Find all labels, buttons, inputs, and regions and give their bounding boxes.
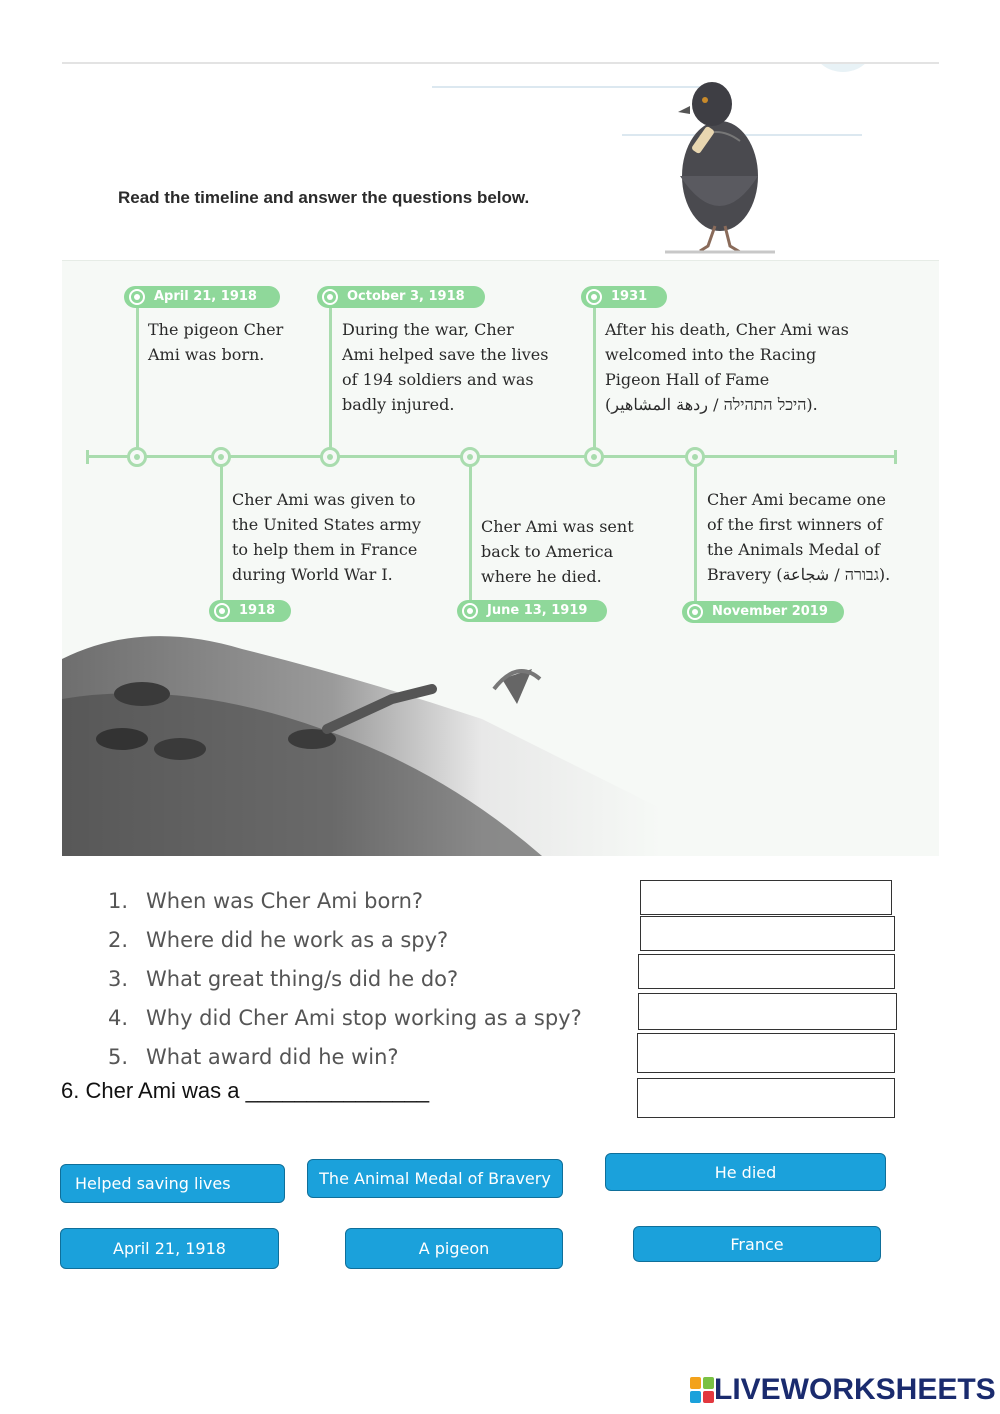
- timeline-end-cap: [894, 450, 897, 464]
- option-april-21-1918[interactable]: April 21, 1918: [60, 1228, 279, 1269]
- question-text: What great thing/s did he do?: [146, 967, 459, 991]
- connector-line: [220, 456, 223, 612]
- answer-box-5[interactable]: [637, 1033, 895, 1073]
- soldiers-photo: [62, 619, 939, 856]
- answer-box-3[interactable]: [638, 954, 895, 989]
- question-6: 6. Cher Ami was a _______________: [61, 1078, 430, 1103]
- question-item: [108, 882, 582, 921]
- date-label: 1918: [239, 603, 276, 618]
- question-number: 3.: [108, 967, 129, 991]
- date-pill: [124, 286, 280, 308]
- date-label: June 13, 1919: [487, 603, 588, 618]
- event-text: Cher Ami was given to the United States army to help them in France during World War I.: [232, 490, 421, 584]
- option-animal-medal[interactable]: The Animal Medal of Bravery: [307, 1159, 563, 1198]
- question-item: [108, 960, 582, 999]
- pigeon-image: [660, 66, 780, 256]
- event-text: After his death, Cher Ami was welcomed into the Racing Pigeon Hall of Fame (היכל התהילה / ردهة المشاهير).: [605, 320, 849, 414]
- question-text: Why did Cher Ami stop working as a spy?: [146, 1006, 582, 1030]
- event-text: Cher Ami was sent back to America where he died.: [481, 517, 634, 586]
- timeline-node: [127, 447, 147, 467]
- question-number: 1.: [108, 889, 129, 913]
- connector-line: [329, 306, 332, 454]
- timeline-node: [584, 447, 604, 467]
- answer-input-4[interactable]: [639, 994, 896, 1029]
- date-label: October 3, 1918: [347, 289, 465, 304]
- connector-line: [136, 306, 139, 454]
- pill-target-icon: [462, 603, 478, 619]
- pill-target-icon: [687, 604, 703, 620]
- question-number: 5.: [108, 1045, 129, 1069]
- instruction-text: Read the timeline and answer the questions below.: [118, 188, 530, 207]
- question-item: [108, 1038, 582, 1077]
- pill-target-icon: [586, 289, 602, 305]
- question-item: [108, 999, 582, 1038]
- answer-box-4[interactable]: [638, 993, 897, 1030]
- answer-input-6[interactable]: [638, 1079, 894, 1117]
- header-band: [62, 64, 939, 261]
- timeline-end-cap: [86, 450, 89, 464]
- pill-target-icon: [214, 603, 230, 619]
- event-text: During the war, Cher Ami helped save the lives of 194 soldiers and was badly injured.: [342, 320, 549, 414]
- date-label: April 21, 1918: [154, 289, 257, 304]
- option-france[interactable]: France: [633, 1226, 881, 1262]
- answer-input-5[interactable]: [638, 1034, 894, 1072]
- answer-box-2[interactable]: [640, 916, 895, 951]
- option-a-pigeon[interactable]: A pigeon: [345, 1228, 563, 1269]
- timeline-panel: [62, 62, 939, 856]
- event-text: The pigeon Cher Ami was born.: [148, 320, 284, 364]
- answer-box-1[interactable]: [640, 880, 892, 915]
- question-item: [108, 921, 582, 960]
- answer-input-1[interactable]: [641, 881, 891, 914]
- pill-target-icon: [322, 289, 338, 305]
- liveworksheets-logo: [690, 1373, 996, 1407]
- option-he-died[interactable]: He died: [605, 1153, 886, 1191]
- connector-line: [593, 306, 596, 454]
- timeline-node: [320, 447, 340, 467]
- date-pill: [581, 286, 667, 308]
- timeline-node: [211, 447, 231, 467]
- answer-input-2[interactable]: [641, 917, 894, 950]
- event-text: Cher Ami became one of the first winners of the Animals Medal of Bravery (גבורה / شجاعة).: [707, 490, 891, 584]
- connector-line: [694, 456, 697, 612]
- date-label: 1931: [611, 289, 648, 304]
- option-helped-saving-lives[interactable]: Helped saving lives: [60, 1164, 285, 1203]
- pill-target-icon: [129, 289, 145, 305]
- decorative-circle: [814, 62, 872, 72]
- connector-line: [469, 456, 472, 612]
- timeline-node: [685, 447, 705, 467]
- date-label: November 2019: [712, 604, 828, 619]
- brand-name: LIVEWORKSHEETS: [714, 1373, 996, 1406]
- question-text: When was Cher Ami born?: [146, 889, 424, 913]
- question-list: [108, 882, 582, 1077]
- timeline-axis: [86, 455, 896, 458]
- date-pill: [317, 286, 485, 308]
- question-number: 4.: [108, 1006, 129, 1030]
- timeline-node: [460, 447, 480, 467]
- question-number: 2.: [108, 928, 129, 952]
- answer-box-6[interactable]: [637, 1078, 895, 1118]
- question-text: Where did he work as a spy?: [146, 928, 449, 952]
- answer-input-3[interactable]: [639, 955, 894, 988]
- question-text: What award did he win?: [146, 1045, 399, 1069]
- liveworksheets-logo-icon: [690, 1377, 714, 1403]
